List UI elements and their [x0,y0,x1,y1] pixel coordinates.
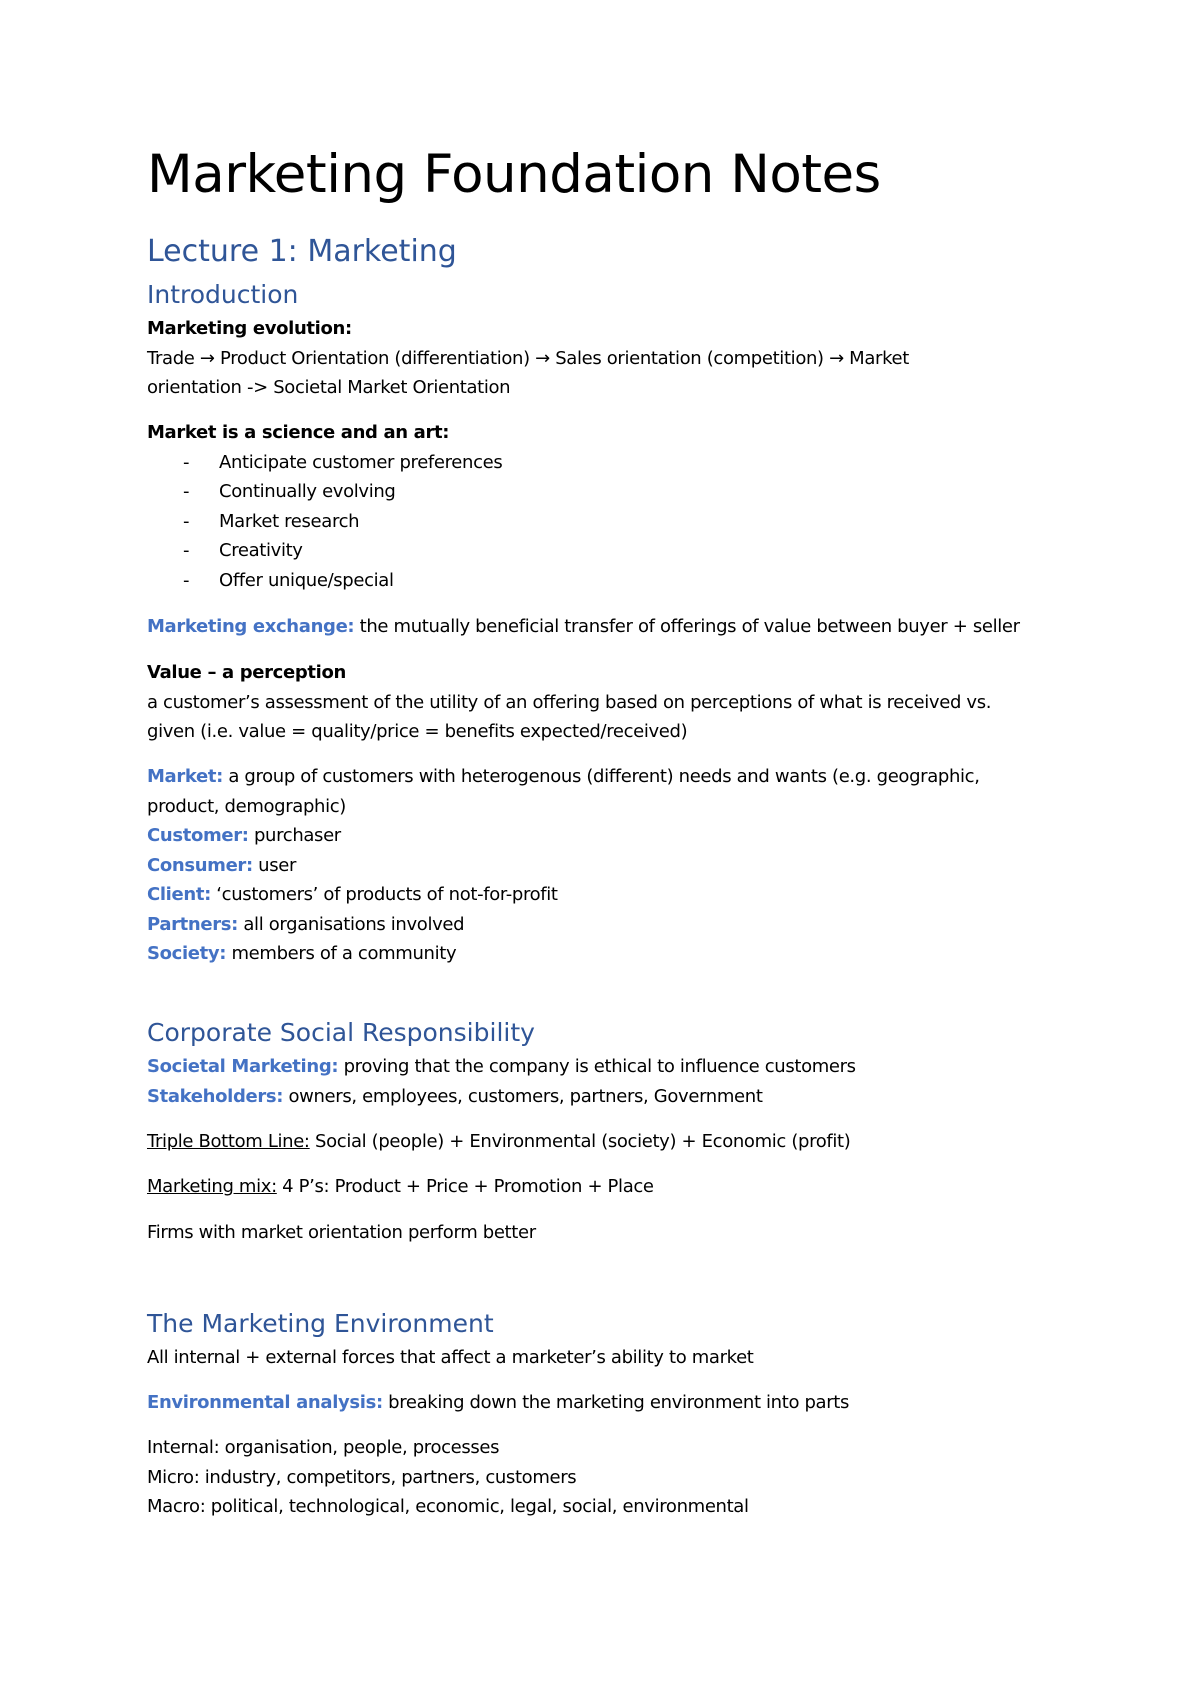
science-art-block [147,418,1047,595]
marketing-exchange-line [147,612,1047,642]
evolution-label: Marketing evolution: [147,318,352,339]
definition-line: Societal Marketing: proving that the company is ethical to influence customers [147,1056,856,1077]
csr-heading: Corporate Social Responsibility [147,1018,535,1047]
list-item: - Anticipate customer preferences [183,451,503,473]
marketing-exchange-term: Marketing exchange: [147,616,355,637]
definition-line: Consumer: user [147,854,297,876]
definition-line: Market: a group of customers with heterogenous (different) needs and wants (e.g. geographic, [147,766,980,787]
value-block [147,658,1047,747]
document-title: Marketing Foundation Notes [147,144,881,205]
firms-line: Firms with market orientation perform better [147,1222,536,1243]
introduction-heading: Introduction [147,280,299,309]
definition-line: Customer: purchaser [147,825,341,846]
macro-line: Macro: political, technological, economic, legal, social, environmental [147,1496,749,1517]
marketing-exchange-definition: the mutually beneficial transfer of offerings of value between buyer + seller [354,616,1020,637]
environmental-analysis-line: Environmental analysis: breaking down the marketing environment into parts [147,1392,850,1413]
list-item: - Creativity [183,540,303,561]
definition-line: Partners: all organisations involved [147,913,465,935]
value-label: Value – a perception [147,662,346,683]
science-art-label: Market is a science and an art: [147,422,450,443]
environment-intro: All internal + external forces that affect a marketer’s ability to market [147,1347,754,1368]
marketing-environment-heading: The Marketing Environment [147,1309,494,1338]
environmental-analysis-term: Environmental analysis: [147,1392,383,1413]
marketing-mix-term: Marketing mix: [147,1176,277,1197]
list-item: - Offer unique/special [183,569,394,591]
definition-line: Society: members of a community [147,943,457,964]
marketing-mix-line: Marketing mix: 4 P’s: Product + Price + Promotion + Place [147,1176,654,1197]
triple-bottom-line-term: Triple Bottom Line: [147,1131,310,1152]
value-line-2: given (i.e. value = quality/price = benefits expected/received) [147,721,688,742]
environment-levels [147,1433,1047,1522]
value-line-1: a customer’s assessment of the utility of an offering based on perceptions of what is received vs. [147,691,992,713]
definitions-block [147,762,1047,969]
evolution-line-1: Trade → Product Orientation (differentiation) → Sales orientation (competition) → Market [147,347,909,369]
definition-line: product, demographic) [147,795,346,817]
list-item: - Continually evolving [183,481,396,502]
micro-line: Micro: industry, competitors, partners, customers [147,1466,577,1488]
triple-bottom-line: Triple Bottom Line: Social (people) + Environmental (society) + Economic (profit) [147,1131,851,1152]
lecture-heading: Lecture 1: Marketing [147,234,457,269]
csr-definitions [147,1052,1047,1111]
evolution-line-2: orientation -> Societal Market Orientation [147,377,511,398]
definition-line: Client: ‘customers’ of products of not-for-profit [147,884,558,905]
marketing-evolution-block [147,314,1047,403]
definition-line: Stakeholders: owners, employees, customers, partners, Government [147,1085,763,1107]
internal-line: Internal: organisation, people, processes [147,1437,500,1458]
list-item: - Market research [183,510,360,532]
science-art-list [147,448,1047,596]
